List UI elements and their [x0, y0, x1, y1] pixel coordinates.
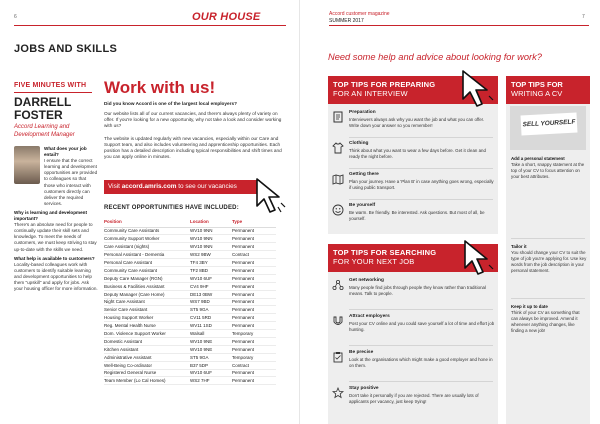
location-cell: TF4 3BY	[190, 259, 232, 267]
vacancies-header-row	[104, 218, 276, 227]
interview-text	[14, 146, 98, 292]
cv-divider	[511, 238, 585, 239]
table-row	[104, 266, 276, 274]
position-cell: Deputy Manager (Care Home)	[104, 290, 190, 298]
person-name-line1: DARRELL	[14, 95, 72, 109]
intro-paragraph-2: The website is updated regularly with new vacancies, especially within our Care and Support team, and also includes volunteering and apprenticeship opportunities. Each position has a detailed description including typical responsibilities and shift times and you can apply online in minutes.	[104, 136, 282, 160]
type-cell: Permanent	[232, 259, 276, 267]
tip-text: Post your CV online and you could save yourself a lot of time and effort job hunting.	[349, 321, 495, 332]
location-cell: DE13 0BW	[190, 290, 232, 298]
vacancies-table	[104, 218, 276, 385]
column-header-location: Location	[190, 218, 232, 227]
position-cell: Senior Care Assistant	[104, 306, 190, 314]
cv-tips-header	[506, 76, 590, 104]
tip-text: Don't take it personally if you are rejected. There are usually lots of applicants per vacancy, just keep trying!	[349, 393, 479, 404]
five-minutes-label: FIVE MINUTES WITH	[14, 82, 87, 89]
tip-title: Attract employers	[349, 314, 390, 319]
position-cell: Community Support Worker	[104, 235, 190, 243]
position-cell: Deputy Care Manager (RGN)	[104, 274, 190, 282]
location-cell: B37 5DP	[190, 361, 232, 369]
table-row	[104, 274, 276, 282]
column-header-type: Type	[232, 218, 276, 227]
clipboard-icon	[332, 351, 344, 363]
magnet-icon	[332, 315, 344, 327]
star-icon	[332, 387, 344, 399]
column-header-position: Position	[104, 218, 190, 227]
answer-2: There's an absolute need for people to continually update their skill sets and knowledge. To meet the needs of customers, we must keep striving to stay up-to-date with the skills we need.	[14, 222, 97, 252]
interview-tips-title-2: FOR AN INTERVIEW	[333, 89, 408, 98]
table-row	[104, 353, 276, 361]
table-row	[104, 259, 276, 267]
position-cell: Community Care Assistants	[104, 227, 190, 235]
tip-divider	[349, 381, 493, 382]
vacancies-heading: RECENT OPPORTUNITIES HAVE INCLUDED:	[104, 205, 239, 211]
sell-yourself-note: SELL YOURSELF	[521, 113, 578, 136]
position-cell: Kitchen Assistant	[104, 345, 190, 353]
location-cell: Walsall	[190, 330, 232, 338]
type-cell: Temporary	[232, 353, 276, 361]
type-cell: Permanent	[232, 235, 276, 243]
type-cell: Permanent	[232, 345, 276, 353]
tip-divider	[349, 199, 493, 200]
person-name	[14, 96, 71, 122]
cv-tip	[511, 156, 587, 180]
position-cell: Community Care Assistant	[104, 266, 190, 274]
tip-divider	[349, 309, 493, 310]
position-cell: Business & Facilities Assistant	[104, 282, 190, 290]
tip-text: Interviewers always ask why you want the job and what you can offer. Write down your answer so you remember!	[349, 117, 485, 128]
shirt-icon	[332, 142, 344, 154]
cursor-arrow-icon	[254, 176, 288, 216]
location-cell: ST5 9GA	[190, 353, 232, 361]
cv-tips-panel	[506, 76, 590, 424]
table-row	[104, 298, 276, 306]
question-1: What does your job entail?	[44, 146, 87, 158]
location-cell: WV10 9NN	[190, 227, 232, 235]
search-tips-title-1: TOP TIPS FOR SEARCHING	[333, 248, 437, 257]
table-row	[104, 345, 276, 353]
table-row	[104, 282, 276, 290]
header-rule	[14, 25, 286, 26]
position-cell: Housing Support Worker	[104, 314, 190, 322]
type-cell: Contract	[232, 251, 276, 259]
answer-3: Locality-based colleagues work with customers to identify suitable learning and development opportunities to help them "upskill" and apply for jobs. Ask your housing officer for more information.	[14, 261, 98, 292]
cv-tip	[511, 304, 587, 334]
cursor-arrow-icon	[462, 238, 498, 278]
location-cell: WS7 9BD	[190, 298, 232, 306]
location-cell: WV10 9NN	[190, 235, 232, 243]
cv-tips-title-2: WRITING A CV	[511, 89, 563, 98]
cursor-arrow-icon	[460, 68, 498, 110]
cv-tip	[511, 244, 587, 274]
section-title: JOBS AND SKILLS	[14, 43, 118, 55]
question-2: Why is learning and development important?	[14, 209, 88, 222]
visit-url-link[interactable]: accord.amris.com	[121, 183, 177, 190]
table-row	[104, 330, 276, 338]
tip-title: Stay positive	[349, 386, 379, 391]
search-tips-panel	[328, 244, 498, 424]
table-row	[104, 377, 276, 385]
position-cell: Dom. Violence Support Worker	[104, 330, 190, 338]
location-cell: WV10 9NN	[190, 243, 232, 251]
interview-tips-panel	[328, 76, 498, 234]
tip-text: Many people find jobs through people they know rather than traditional means. Talk to people.	[349, 285, 486, 296]
location-cell: WV10 9NE	[190, 337, 232, 345]
location-cell: ST5 9GA	[190, 306, 232, 314]
cv-tip-title: Add a personal statement	[511, 156, 565, 161]
search-tips-title-2: FOR YOUR NEXT JOB	[333, 257, 415, 266]
location-cell: WV10 9NE	[190, 345, 232, 353]
position-cell: Domestic Assistant	[104, 337, 190, 345]
type-cell: Temporary	[232, 330, 276, 338]
table-row	[104, 322, 276, 330]
position-cell: Well-Being Co-ordinator	[104, 361, 190, 369]
type-cell: Permanent	[232, 377, 276, 385]
type-cell: Permanent	[232, 369, 276, 377]
location-cell: WS2 9BW	[190, 251, 232, 259]
magazine-title: Accord customer magazine	[329, 11, 390, 17]
type-cell: Permanent	[232, 298, 276, 306]
tip-title: Get networking	[349, 278, 384, 283]
intro-question: Did you know Accord is one of the largest local employers?	[104, 101, 237, 106]
tip-divider	[349, 137, 493, 138]
tip-text: Plan your journey. Have a 'Plan B' in case anything goes wrong, especially if using public transport.	[349, 179, 494, 190]
type-cell: Contract	[232, 361, 276, 369]
tip-text: Think about what you want to wear a few days before. Get it clean and ready the night before.	[349, 148, 486, 159]
tip-title: Clothing	[349, 141, 369, 146]
cv-tips-title-1: TOP TIPS FOR	[511, 80, 563, 89]
tip-title: Be precise	[349, 350, 374, 355]
location-cell: CV11 5RD	[190, 314, 232, 322]
visit-prefix: Visit	[108, 183, 122, 190]
tip-title: Be yourself	[349, 203, 376, 208]
location-cell: TF2 8BD	[190, 266, 232, 274]
position-cell: Registered General Nurse	[104, 369, 190, 377]
network-icon	[332, 279, 344, 291]
position-cell: Team Member (Lo Cal Homes)	[104, 377, 190, 385]
interview-tips-title-1: TOP TIPS FOR PREPARING	[333, 80, 436, 89]
position-cell: Personal Assistant - Dementia	[104, 251, 190, 259]
type-cell: Permanent	[232, 227, 276, 235]
location-cell: WV10 6UF	[190, 369, 232, 377]
cv-tip-text: Take a short, snappy statement at the top of your CV to focus attention on your best attributes.	[511, 161, 585, 179]
table-row	[104, 337, 276, 345]
position-cell: Care Assistant (nights)	[104, 243, 190, 251]
five-minutes-rule	[14, 92, 92, 93]
header-rule-right	[329, 25, 589, 26]
position-cell: Reg. Mental Health Nurse	[104, 322, 190, 330]
answer-1-text: I ensure that the correct learning and development opportunities are provided to colleagues so that those who interact with customers directly can deliver the required services.	[44, 158, 98, 206]
type-cell: Permanent	[232, 306, 276, 314]
answer-1	[14, 158, 98, 207]
tip-divider	[349, 168, 493, 169]
cv-tip-text: You should change your CV to suit the type of job you're applying for. Use key words from the job description in your personal statement.	[511, 249, 587, 273]
location-cell: WV11 1SD	[190, 322, 232, 330]
type-cell: Permanent	[232, 322, 276, 330]
location-cell: WV10 6UF	[190, 274, 232, 282]
tip-title: Getting there	[349, 172, 379, 177]
work-with-us-title: Work with us!	[104, 78, 216, 97]
cv-tip-title: Keep it up to date	[511, 304, 548, 309]
cv-divider	[511, 298, 585, 299]
table-row	[104, 306, 276, 314]
cv-tip-title: Tailor it	[511, 244, 527, 249]
table-row	[104, 290, 276, 298]
right-page	[300, 0, 600, 424]
table-row	[104, 235, 276, 243]
type-cell: Permanent	[232, 337, 276, 345]
tip-text: Look at the organisations which might make a good employer and hone in on them.	[349, 357, 493, 368]
table-row	[104, 227, 276, 235]
tip-divider	[349, 345, 493, 346]
person-role: Accord Learning and Development Manager	[14, 124, 75, 138]
visit-banner[interactable]	[104, 180, 260, 194]
page-number-left: 6	[14, 14, 17, 20]
page-number-right: 7	[582, 14, 585, 20]
table-row	[104, 369, 276, 377]
magazine-issue: SUMMER 2017	[329, 18, 364, 24]
vacancies-body	[104, 227, 276, 385]
type-cell: Permanent	[232, 290, 276, 298]
smile-icon	[332, 204, 344, 216]
location-cell: CV4 9HF	[190, 282, 232, 290]
type-cell: Permanent	[232, 282, 276, 290]
person-name-line2: FOSTER	[14, 108, 63, 122]
tip-text: Be warm. Be friendly. Be interested. Ask questions. But most of all, be yourself.	[349, 210, 485, 221]
type-cell: Permanent	[232, 266, 276, 274]
table-row	[104, 314, 276, 322]
visit-suffix: to see our vacancies	[176, 183, 237, 190]
table-row	[104, 361, 276, 369]
map-icon	[332, 173, 344, 185]
type-cell: Permanent	[232, 243, 276, 251]
question-3: What help is available to customers?	[14, 255, 95, 261]
position-cell: Administrative Assistant	[104, 353, 190, 361]
location-cell: WS2 7HF	[190, 377, 232, 385]
advice-heading: Need some help and advice about looking for work?	[328, 52, 542, 62]
type-cell: Permanent	[232, 314, 276, 322]
type-cell: Permanent	[232, 274, 276, 282]
cv-tip-text: Think of your CV as something that can always be improved. Amend it whenever anything changes, like finding a new job!	[511, 309, 580, 333]
intro-paragraph-1: Our website lists all of our current vacancies, and there's always plenty of variety on offer. If you're looking for a new opportunity, why not take a look and consider working with us?	[104, 111, 282, 129]
table-row	[104, 243, 276, 251]
document-icon	[332, 111, 344, 123]
position-cell: Personal Care Assistant	[104, 259, 190, 267]
position-cell: Night Care Assistant	[104, 298, 190, 306]
brand-logo-text: OUR HOUSE	[192, 11, 261, 23]
table-row	[104, 251, 276, 259]
sell-yourself-image	[510, 106, 586, 150]
tip-title: Preparation	[349, 110, 376, 115]
